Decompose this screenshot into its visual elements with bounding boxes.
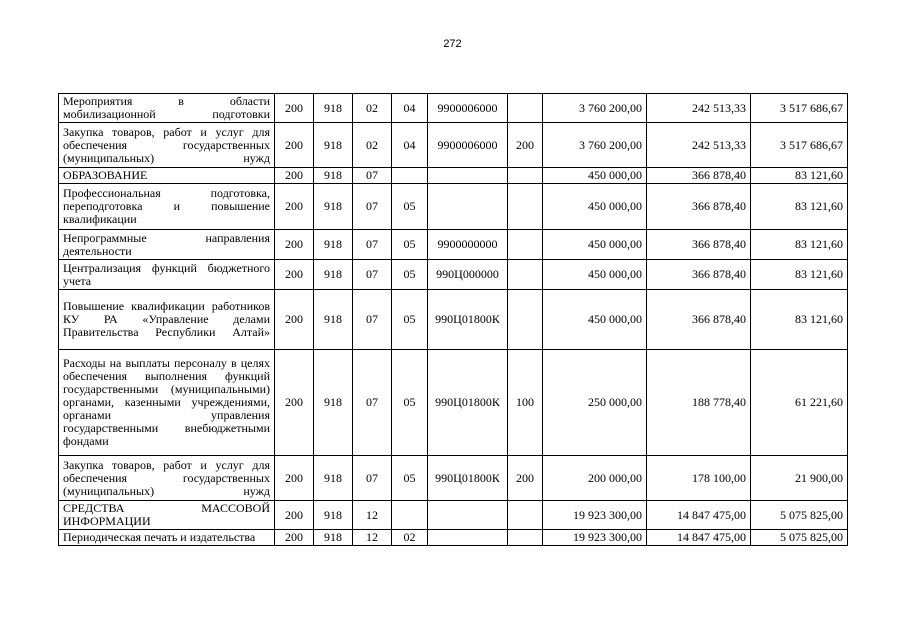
cell-ministry: 918 <box>314 350 353 456</box>
cell-amount-plan: 450 000,00 <box>543 230 647 260</box>
table-row <box>59 290 848 350</box>
cell-subsection: 05 <box>392 260 428 290</box>
cell-code: 200 <box>275 260 314 290</box>
cell-amount-actual: 366 878,40 <box>647 168 751 184</box>
cell-amount-remaining: 83 121,60 <box>751 184 848 230</box>
cell-code: 200 <box>275 168 314 184</box>
table-row <box>59 168 848 184</box>
row-name: Закупка товаров, работ и услуг для обеспечения государственных (муниципальных) нужд <box>59 123 275 168</box>
cell-code: 200 <box>275 530 314 546</box>
cell-ministry: 918 <box>314 290 353 350</box>
cell-target-article: 990Ц01800К <box>428 290 508 350</box>
cell-amount-plan: 450 000,00 <box>543 290 647 350</box>
cell-target-article: 990Ц000000 <box>428 260 508 290</box>
cell-amount-plan: 450 000,00 <box>543 260 647 290</box>
row-name: Расходы на выплаты персоналу в целях обеспечения выполнения функций государственными (муниципальными) органами, казенными учреждениями, органами управления государственными внебюджетными фондами <box>59 350 275 456</box>
cell-amount-actual: 178 100,00 <box>647 456 751 501</box>
cell-code: 200 <box>275 184 314 230</box>
cell-expense-type <box>508 184 543 230</box>
cell-code: 200 <box>275 123 314 168</box>
cell-expense-type <box>508 501 543 530</box>
cell-section: 07 <box>353 168 392 184</box>
cell-amount-actual: 366 878,40 <box>647 260 751 290</box>
budget-table <box>58 93 848 546</box>
cell-target-article <box>428 501 508 530</box>
cell-amount-remaining: 83 121,60 <box>751 230 848 260</box>
cell-code: 200 <box>275 94 314 123</box>
cell-amount-remaining: 3 517 686,67 <box>751 123 848 168</box>
cell-subsection: 04 <box>392 123 428 168</box>
cell-target-article: 990Ц01800К <box>428 456 508 501</box>
cell-section: 07 <box>353 260 392 290</box>
cell-subsection: 04 <box>392 94 428 123</box>
row-name: Непрограммные направления деятельности <box>59 230 275 260</box>
cell-amount-plan: 200 000,00 <box>543 456 647 501</box>
cell-code: 200 <box>275 230 314 260</box>
cell-amount-actual: 366 878,40 <box>647 290 751 350</box>
cell-section: 02 <box>353 123 392 168</box>
row-name: Закупка товаров, работ и услуг для обеспечения государственных (муниципальных) нужд <box>59 456 275 501</box>
cell-amount-actual: 242 513,33 <box>647 94 751 123</box>
cell-section: 07 <box>353 456 392 501</box>
cell-section: 07 <box>353 230 392 260</box>
cell-code: 200 <box>275 456 314 501</box>
cell-target-article <box>428 530 508 546</box>
cell-target-article <box>428 168 508 184</box>
cell-expense-type: 200 <box>508 456 543 501</box>
cell-target-article: 990Ц01800К <box>428 350 508 456</box>
cell-expense-type <box>508 260 543 290</box>
cell-expense-type <box>508 530 543 546</box>
cell-target-article: 9900006000 <box>428 123 508 168</box>
row-name: ОБРАЗОВАНИЕ <box>59 168 275 184</box>
table-row <box>59 456 848 501</box>
cell-target-article: 9900000000 <box>428 230 508 260</box>
cell-ministry: 918 <box>314 501 353 530</box>
table-row <box>59 530 848 546</box>
cell-ministry: 918 <box>314 260 353 290</box>
cell-subsection <box>392 168 428 184</box>
table-row <box>59 501 848 530</box>
row-name: Периодическая печать и издательства <box>59 530 275 546</box>
table-row <box>59 123 848 168</box>
cell-subsection: 05 <box>392 350 428 456</box>
cell-amount-actual: 242 513,33 <box>647 123 751 168</box>
cell-ministry: 918 <box>314 123 353 168</box>
cell-target-article: 9900006000 <box>428 94 508 123</box>
page-number: 272 <box>443 38 462 50</box>
cell-amount-plan: 450 000,00 <box>543 184 647 230</box>
cell-amount-remaining: 83 121,60 <box>751 260 848 290</box>
row-name: Повышение квалификации работников КУ РА «Управление делами Правительства Республики Алтай» <box>59 290 275 350</box>
cell-expense-type <box>508 168 543 184</box>
cell-section: 07 <box>353 290 392 350</box>
cell-ministry: 918 <box>314 530 353 546</box>
cell-amount-remaining: 21 900,00 <box>751 456 848 501</box>
cell-amount-remaining: 3 517 686,67 <box>751 94 848 123</box>
cell-amount-plan: 3 760 200,00 <box>543 94 647 123</box>
cell-subsection: 05 <box>392 184 428 230</box>
cell-expense-type: 200 <box>508 123 543 168</box>
table-row <box>59 260 848 290</box>
cell-target-article <box>428 184 508 230</box>
cell-section: 07 <box>353 350 392 456</box>
cell-amount-actual: 188 778,40 <box>647 350 751 456</box>
row-name: СРЕДСТВА МАССОВОЙ ИНФОРМАЦИИ <box>59 501 275 530</box>
table-row <box>59 184 848 230</box>
cell-expense-type: 100 <box>508 350 543 456</box>
cell-amount-plan: 450 000,00 <box>543 168 647 184</box>
cell-section: 12 <box>353 501 392 530</box>
cell-ministry: 918 <box>314 230 353 260</box>
cell-subsection: 05 <box>392 456 428 501</box>
cell-amount-remaining: 61 221,60 <box>751 350 848 456</box>
cell-amount-plan: 3 760 200,00 <box>543 123 647 168</box>
table-row <box>59 230 848 260</box>
cell-ministry: 918 <box>314 184 353 230</box>
cell-amount-actual: 366 878,40 <box>647 184 751 230</box>
cell-amount-actual: 14 847 475,00 <box>647 530 751 546</box>
cell-section: 12 <box>353 530 392 546</box>
cell-ministry: 918 <box>314 168 353 184</box>
cell-amount-plan: 19 923 300,00 <box>543 530 647 546</box>
cell-code: 200 <box>275 290 314 350</box>
cell-subsection: 02 <box>392 530 428 546</box>
cell-amount-actual: 14 847 475,00 <box>647 501 751 530</box>
cell-amount-plan: 250 000,00 <box>543 350 647 456</box>
table-row <box>59 350 848 456</box>
cell-amount-remaining: 83 121,60 <box>751 290 848 350</box>
cell-amount-remaining: 83 121,60 <box>751 168 848 184</box>
cell-amount-plan: 19 923 300,00 <box>543 501 647 530</box>
cell-code: 200 <box>275 350 314 456</box>
cell-subsection <box>392 501 428 530</box>
cell-ministry: 918 <box>314 94 353 123</box>
cell-amount-remaining: 5 075 825,00 <box>751 501 848 530</box>
cell-section: 02 <box>353 94 392 123</box>
cell-amount-actual: 366 878,40 <box>647 230 751 260</box>
cell-ministry: 918 <box>314 456 353 501</box>
cell-expense-type <box>508 290 543 350</box>
table-row <box>59 94 848 123</box>
row-name: Централизация функций бюджетного учета <box>59 260 275 290</box>
cell-expense-type <box>508 94 543 123</box>
cell-expense-type <box>508 230 543 260</box>
cell-subsection: 05 <box>392 290 428 350</box>
cell-code: 200 <box>275 501 314 530</box>
cell-amount-remaining: 5 075 825,00 <box>751 530 848 546</box>
cell-subsection: 05 <box>392 230 428 260</box>
row-name: Мероприятия в области мобилизационной подготовки <box>59 94 275 123</box>
cell-section: 07 <box>353 184 392 230</box>
row-name: Профессиональная подготовка, переподготовка и повышение квалификации <box>59 184 275 230</box>
